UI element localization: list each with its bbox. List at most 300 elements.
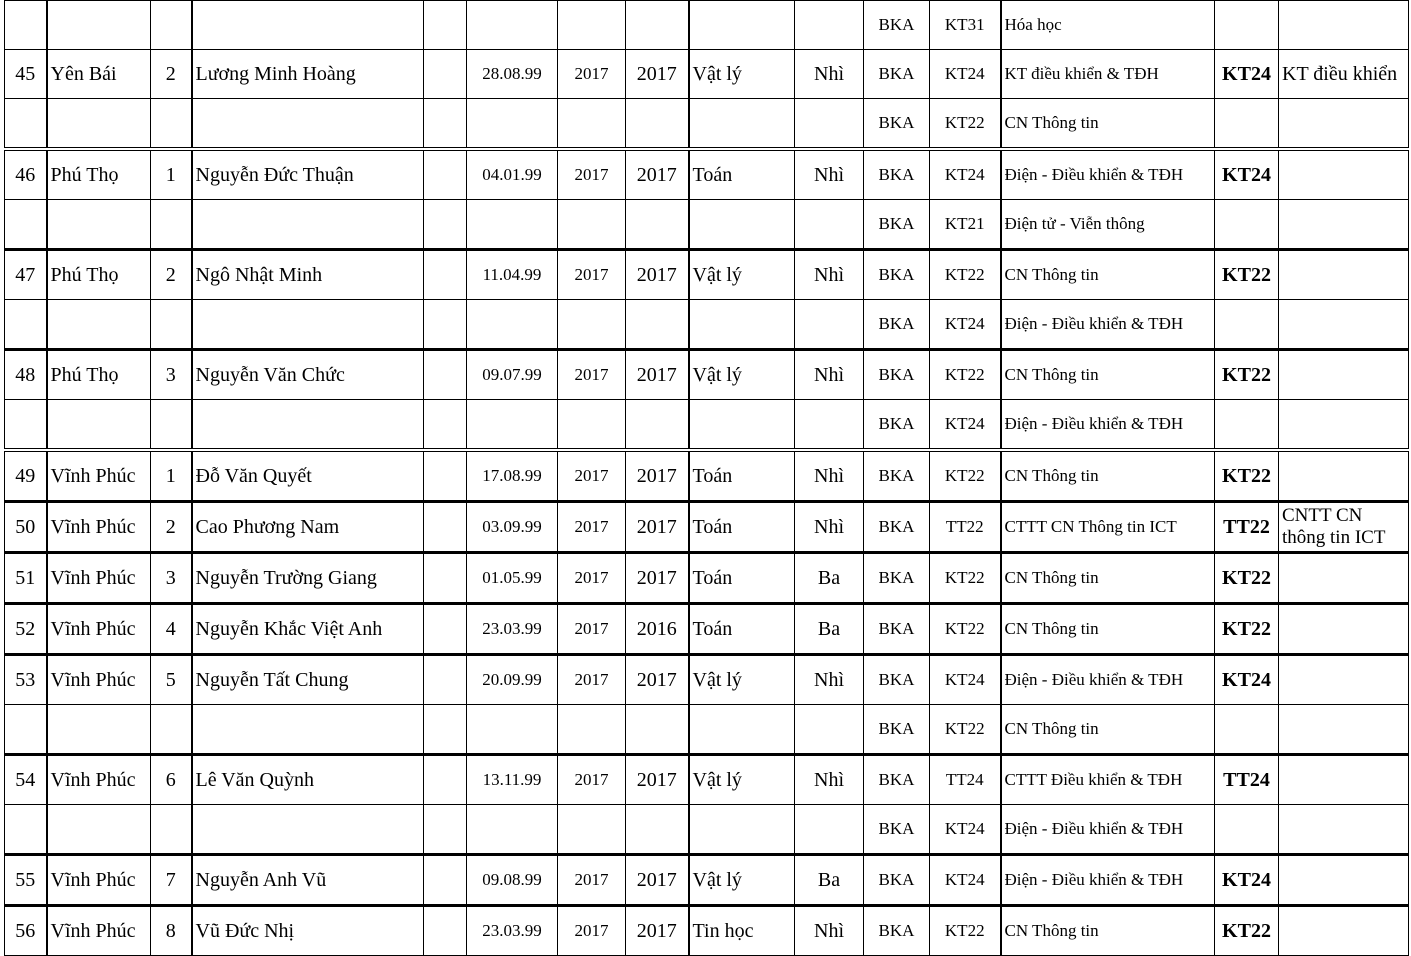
cell-year-2: 2017	[626, 502, 689, 553]
cell-result-code	[1215, 1, 1279, 50]
cell-name: Nguyễn Văn Chức	[192, 350, 424, 400]
cell-province	[47, 805, 151, 855]
cell-note	[1279, 99, 1409, 150]
cell-subject: Vật lý	[689, 655, 795, 705]
cell-subject	[689, 705, 795, 755]
cell-province: Vĩnh Phúc	[47, 755, 151, 805]
cell-dob	[467, 200, 558, 250]
cell-order: 3	[151, 350, 192, 400]
cell-order: 6	[151, 755, 192, 805]
cell-subject: Vật lý	[689, 855, 795, 906]
cell-year-1: 2017	[558, 450, 626, 502]
cell-year-1: 2017	[558, 250, 626, 300]
cell-province: Vĩnh Phúc	[47, 450, 151, 502]
cell-subject	[689, 400, 795, 451]
table-row	[5, 99, 1409, 150]
cell-blank	[424, 553, 467, 604]
cell-blank	[424, 655, 467, 705]
cell-blank	[424, 450, 467, 502]
cell-year-2	[626, 300, 689, 350]
cell-dob	[467, 705, 558, 755]
cell-school-code: BKA	[864, 502, 930, 553]
cell-school-code: BKA	[864, 250, 930, 300]
cell-result-code: KT22	[1215, 250, 1279, 300]
cell-stt	[5, 705, 47, 755]
cell-stt	[5, 1, 47, 50]
cell-major-name: CN Thông tin	[1001, 906, 1215, 956]
cell-note	[1279, 906, 1409, 956]
cell-province: Vĩnh Phúc	[47, 655, 151, 705]
cell-year-1: 2017	[558, 855, 626, 906]
cell-prize: Nhì	[795, 655, 864, 705]
cell-order	[151, 805, 192, 855]
table-row	[5, 149, 1409, 200]
cell-blank	[424, 805, 467, 855]
cell-subject: Vật lý	[689, 250, 795, 300]
cell-major-name: Hóa học	[1001, 1, 1215, 50]
cell-province: Phú Thọ	[47, 250, 151, 300]
cell-result-code: KT22	[1215, 553, 1279, 604]
cell-province: Yên Bái	[47, 50, 151, 99]
cell-major-code: KT22	[930, 705, 1001, 755]
cell-dob	[467, 300, 558, 350]
cell-year-1	[558, 99, 626, 150]
cell-subject	[689, 1, 795, 50]
cell-major-name: KT điều khiển & TĐH	[1001, 50, 1215, 99]
cell-order: 7	[151, 855, 192, 906]
cell-subject	[689, 99, 795, 150]
cell-note	[1279, 350, 1409, 400]
cell-blank	[424, 604, 467, 655]
cell-subject: Vật lý	[689, 50, 795, 99]
cell-stt: 53	[5, 655, 47, 705]
cell-school-code: BKA	[864, 99, 930, 150]
cell-name	[192, 300, 424, 350]
cell-result-code	[1215, 705, 1279, 755]
cell-note	[1279, 855, 1409, 906]
cell-year-2	[626, 805, 689, 855]
cell-dob	[467, 99, 558, 150]
table-row	[5, 350, 1409, 400]
cell-province: Phú Thọ	[47, 350, 151, 400]
cell-prize	[795, 400, 864, 451]
cell-province	[47, 1, 151, 50]
cell-school-code: BKA	[864, 553, 930, 604]
cell-major-code: KT22	[930, 553, 1001, 604]
cell-order	[151, 1, 192, 50]
cell-major-code: KT24	[930, 855, 1001, 906]
cell-subject: Tin học	[689, 906, 795, 956]
cell-result-code	[1215, 400, 1279, 451]
cell-dob: 28.08.99	[467, 50, 558, 99]
cell-major-name: CN Thông tin	[1001, 604, 1215, 655]
cell-year-2	[626, 1, 689, 50]
cell-note	[1279, 400, 1409, 451]
cell-name	[192, 805, 424, 855]
cell-school-code: BKA	[864, 604, 930, 655]
cell-province	[47, 99, 151, 150]
cell-stt	[5, 99, 47, 150]
cell-subject: Toán	[689, 149, 795, 200]
cell-school-code: BKA	[864, 50, 930, 99]
cell-prize	[795, 99, 864, 150]
cell-year-2: 2017	[626, 906, 689, 956]
cell-order	[151, 200, 192, 250]
cell-year-2: 2017	[626, 855, 689, 906]
cell-stt: 52	[5, 604, 47, 655]
cell-note	[1279, 655, 1409, 705]
cell-major-code: TT24	[930, 755, 1001, 805]
cell-blank	[424, 906, 467, 956]
cell-prize	[795, 705, 864, 755]
cell-stt: 45	[5, 50, 47, 99]
table-row	[5, 1, 1409, 50]
cell-note: CNTT CN thông tin ICT	[1279, 502, 1409, 553]
cell-year-1: 2017	[558, 655, 626, 705]
cell-major-name: CN Thông tin	[1001, 553, 1215, 604]
cell-result-code	[1215, 300, 1279, 350]
cell-stt	[5, 805, 47, 855]
cell-major-code: KT24	[930, 805, 1001, 855]
cell-major-code: KT22	[930, 906, 1001, 956]
cell-prize: Ba	[795, 553, 864, 604]
cell-prize: Nhì	[795, 350, 864, 400]
cell-subject: Toán	[689, 604, 795, 655]
cell-major-name: CN Thông tin	[1001, 99, 1215, 150]
cell-stt: 48	[5, 350, 47, 400]
cell-blank	[424, 755, 467, 805]
cell-year-2	[626, 99, 689, 150]
cell-school-code: BKA	[864, 200, 930, 250]
cell-name: Nguyễn Khắc Việt Anh	[192, 604, 424, 655]
cell-year-2: 2017	[626, 149, 689, 200]
cell-dob: 04.01.99	[467, 149, 558, 200]
cell-prize	[795, 805, 864, 855]
cell-major-name: CN Thông tin	[1001, 705, 1215, 755]
cell-major-code: KT24	[930, 400, 1001, 451]
cell-province: Vĩnh Phúc	[47, 604, 151, 655]
cell-year-1: 2017	[558, 755, 626, 805]
cell-major-code: KT22	[930, 250, 1001, 300]
table-row	[5, 655, 1409, 705]
cell-major-code: KT21	[930, 200, 1001, 250]
cell-prize: Nhì	[795, 755, 864, 805]
cell-province: Vĩnh Phúc	[47, 502, 151, 553]
cell-school-code: BKA	[864, 300, 930, 350]
cell-major-code: KT22	[930, 350, 1001, 400]
cell-school-code: BKA	[864, 450, 930, 502]
cell-year-1: 2017	[558, 149, 626, 200]
cell-major-code: KT24	[930, 655, 1001, 705]
table-row	[5, 855, 1409, 906]
cell-subject: Vật lý	[689, 350, 795, 400]
cell-dob: 09.08.99	[467, 855, 558, 906]
cell-note	[1279, 755, 1409, 805]
cell-year-2: 2017	[626, 553, 689, 604]
cell-major-name: CTTT Điều khiển & TĐH	[1001, 755, 1215, 805]
cell-school-code: BKA	[864, 350, 930, 400]
cell-school-code: BKA	[864, 1, 930, 50]
table-row	[5, 50, 1409, 99]
table-row	[5, 250, 1409, 300]
cell-order: 2	[151, 250, 192, 300]
cell-dob: 17.08.99	[467, 450, 558, 502]
cell-order: 2	[151, 50, 192, 99]
cell-result-code: KT22	[1215, 450, 1279, 502]
cell-order	[151, 705, 192, 755]
cell-major-code: KT24	[930, 300, 1001, 350]
cell-note	[1279, 705, 1409, 755]
cell-major-name: CN Thông tin	[1001, 350, 1215, 400]
cell-name: Ngô Nhật Minh	[192, 250, 424, 300]
cell-result-code: KT22	[1215, 604, 1279, 655]
cell-result-code: KT22	[1215, 350, 1279, 400]
cell-major-name: Điện - Điều khiển & TĐH	[1001, 300, 1215, 350]
cell-dob: 23.03.99	[467, 906, 558, 956]
cell-order: 2	[151, 502, 192, 553]
cell-blank	[424, 200, 467, 250]
cell-stt: 54	[5, 755, 47, 805]
cell-year-2: 2017	[626, 655, 689, 705]
cell-dob: 09.07.99	[467, 350, 558, 400]
cell-blank	[424, 502, 467, 553]
cell-school-code: BKA	[864, 705, 930, 755]
cell-result-code: TT24	[1215, 755, 1279, 805]
cell-stt: 55	[5, 855, 47, 906]
table-row	[5, 200, 1409, 250]
cell-stt: 47	[5, 250, 47, 300]
cell-order: 4	[151, 604, 192, 655]
cell-prize: Nhì	[795, 149, 864, 200]
cell-order: 8	[151, 906, 192, 956]
cell-school-code: BKA	[864, 755, 930, 805]
cell-dob	[467, 805, 558, 855]
cell-blank	[424, 350, 467, 400]
cell-year-1	[558, 400, 626, 451]
cell-result-code: KT22	[1215, 906, 1279, 956]
cell-name: Nguyễn Tất Chung	[192, 655, 424, 705]
table-row	[5, 805, 1409, 855]
cell-year-1: 2017	[558, 553, 626, 604]
cell-major-name: CN Thông tin	[1001, 250, 1215, 300]
cell-province	[47, 300, 151, 350]
cell-result-code: KT24	[1215, 855, 1279, 906]
cell-subject: Vật lý	[689, 755, 795, 805]
cell-order	[151, 99, 192, 150]
cell-year-1: 2017	[558, 502, 626, 553]
cell-result-code: TT22	[1215, 502, 1279, 553]
cell-subject	[689, 805, 795, 855]
cell-year-1	[558, 200, 626, 250]
cell-note	[1279, 450, 1409, 502]
cell-prize: Ba	[795, 604, 864, 655]
cell-school-code: BKA	[864, 655, 930, 705]
cell-note	[1279, 250, 1409, 300]
cell-blank	[424, 99, 467, 150]
cell-name: Nguyễn Đức Thuận	[192, 149, 424, 200]
cell-blank	[424, 855, 467, 906]
table-row	[5, 705, 1409, 755]
cell-prize	[795, 1, 864, 50]
table-row	[5, 604, 1409, 655]
cell-result-code: KT24	[1215, 50, 1279, 99]
cell-year-2: 2017	[626, 50, 689, 99]
cell-dob: 13.11.99	[467, 755, 558, 805]
cell-name	[192, 200, 424, 250]
cell-dob: 03.09.99	[467, 502, 558, 553]
cell-stt: 56	[5, 906, 47, 956]
cell-year-2	[626, 400, 689, 451]
cell-year-2	[626, 200, 689, 250]
cell-subject	[689, 300, 795, 350]
cell-year-1: 2017	[558, 50, 626, 99]
cell-province	[47, 705, 151, 755]
cell-prize: Nhì	[795, 250, 864, 300]
cell-stt: 51	[5, 553, 47, 604]
cell-note	[1279, 300, 1409, 350]
cell-stt: 50	[5, 502, 47, 553]
cell-major-code: KT22	[930, 99, 1001, 150]
cell-note	[1279, 805, 1409, 855]
cell-order: 1	[151, 149, 192, 200]
cell-name: Cao Phương Nam	[192, 502, 424, 553]
cell-note	[1279, 1, 1409, 50]
cell-major-name: Điện - Điều khiển & TĐH	[1001, 400, 1215, 451]
cell-school-code: BKA	[864, 149, 930, 200]
cell-blank	[424, 250, 467, 300]
cell-year-1: 2017	[558, 350, 626, 400]
cell-province: Phú Thọ	[47, 149, 151, 200]
cell-year-1: 2017	[558, 906, 626, 956]
cell-dob	[467, 400, 558, 451]
cell-school-code: BKA	[864, 855, 930, 906]
cell-dob	[467, 1, 558, 50]
cell-prize: Nhì	[795, 50, 864, 99]
cell-year-1	[558, 805, 626, 855]
cell-major-name: Điện tử - Viễn thông	[1001, 200, 1215, 250]
cell-result-code: KT24	[1215, 149, 1279, 200]
cell-result-code	[1215, 805, 1279, 855]
cell-stt	[5, 200, 47, 250]
cell-order	[151, 300, 192, 350]
cell-result-code: KT24	[1215, 655, 1279, 705]
cell-name	[192, 705, 424, 755]
cell-year-1	[558, 1, 626, 50]
cell-major-name: Điện - Điều khiển & TĐH	[1001, 655, 1215, 705]
table-row	[5, 502, 1409, 553]
cell-order: 1	[151, 450, 192, 502]
cell-major-code: KT24	[930, 50, 1001, 99]
cell-blank	[424, 50, 467, 99]
cell-note	[1279, 200, 1409, 250]
cell-year-1	[558, 300, 626, 350]
cell-order: 3	[151, 553, 192, 604]
cell-subject: Toán	[689, 553, 795, 604]
cell-province: Vĩnh Phúc	[47, 553, 151, 604]
cell-major-name: Điện - Điều khiển & TĐH	[1001, 149, 1215, 200]
cell-note	[1279, 149, 1409, 200]
cell-school-code: BKA	[864, 400, 930, 451]
cell-result-code	[1215, 99, 1279, 150]
table-row	[5, 400, 1409, 451]
cell-year-2: 2017	[626, 250, 689, 300]
table-row	[5, 300, 1409, 350]
cell-year-1	[558, 705, 626, 755]
cell-province	[47, 400, 151, 451]
table-row	[5, 553, 1409, 604]
cell-province	[47, 200, 151, 250]
cell-note: KT điều khiển	[1279, 50, 1409, 99]
cell-note	[1279, 553, 1409, 604]
cell-stt: 46	[5, 149, 47, 200]
cell-result-code	[1215, 200, 1279, 250]
cell-dob: 20.09.99	[467, 655, 558, 705]
cell-dob: 01.05.99	[467, 553, 558, 604]
cell-major-code: KT31	[930, 1, 1001, 50]
cell-major-code: KT24	[930, 149, 1001, 200]
cell-dob: 11.04.99	[467, 250, 558, 300]
cell-school-code: BKA	[864, 906, 930, 956]
cell-year-2: 2016	[626, 604, 689, 655]
cell-blank	[424, 149, 467, 200]
cell-blank	[424, 300, 467, 350]
cell-order: 5	[151, 655, 192, 705]
cell-year-2: 2017	[626, 755, 689, 805]
cell-year-2	[626, 705, 689, 755]
cell-note	[1279, 604, 1409, 655]
cell-blank	[424, 1, 467, 50]
cell-dob: 23.03.99	[467, 604, 558, 655]
cell-year-2: 2017	[626, 450, 689, 502]
student-admission-table	[4, 0, 1409, 956]
cell-name	[192, 1, 424, 50]
cell-stt	[5, 400, 47, 451]
cell-name: Vũ Đức Nhị	[192, 906, 424, 956]
cell-prize: Nhì	[795, 906, 864, 956]
cell-name: Nguyễn Anh Vũ	[192, 855, 424, 906]
cell-stt: 49	[5, 450, 47, 502]
cell-province: Vĩnh Phúc	[47, 906, 151, 956]
cell-major-code: KT22	[930, 604, 1001, 655]
cell-prize	[795, 300, 864, 350]
cell-name	[192, 99, 424, 150]
cell-province: Vĩnh Phúc	[47, 855, 151, 906]
cell-major-name: Điện - Điều khiển & TĐH	[1001, 855, 1215, 906]
cell-year-1: 2017	[558, 604, 626, 655]
cell-blank	[424, 400, 467, 451]
cell-stt	[5, 300, 47, 350]
cell-subject	[689, 200, 795, 250]
cell-prize: Ba	[795, 855, 864, 906]
cell-name	[192, 400, 424, 451]
cell-name: Lê Văn Quỳnh	[192, 755, 424, 805]
table-row	[5, 906, 1409, 956]
cell-name: Nguyễn Trường Giang	[192, 553, 424, 604]
cell-prize: Nhì	[795, 502, 864, 553]
cell-year-2: 2017	[626, 350, 689, 400]
cell-name: Đỗ Văn Quyết	[192, 450, 424, 502]
cell-prize: Nhì	[795, 450, 864, 502]
cell-major-name: CTTT CN Thông tin ICT	[1001, 502, 1215, 553]
cell-school-code: BKA	[864, 805, 930, 855]
cell-subject: Toán	[689, 450, 795, 502]
cell-blank	[424, 705, 467, 755]
cell-order	[151, 400, 192, 451]
cell-name: Lương Minh Hoàng	[192, 50, 424, 99]
cell-major-code: KT22	[930, 450, 1001, 502]
cell-major-name: CN Thông tin	[1001, 450, 1215, 502]
table-row	[5, 450, 1409, 502]
